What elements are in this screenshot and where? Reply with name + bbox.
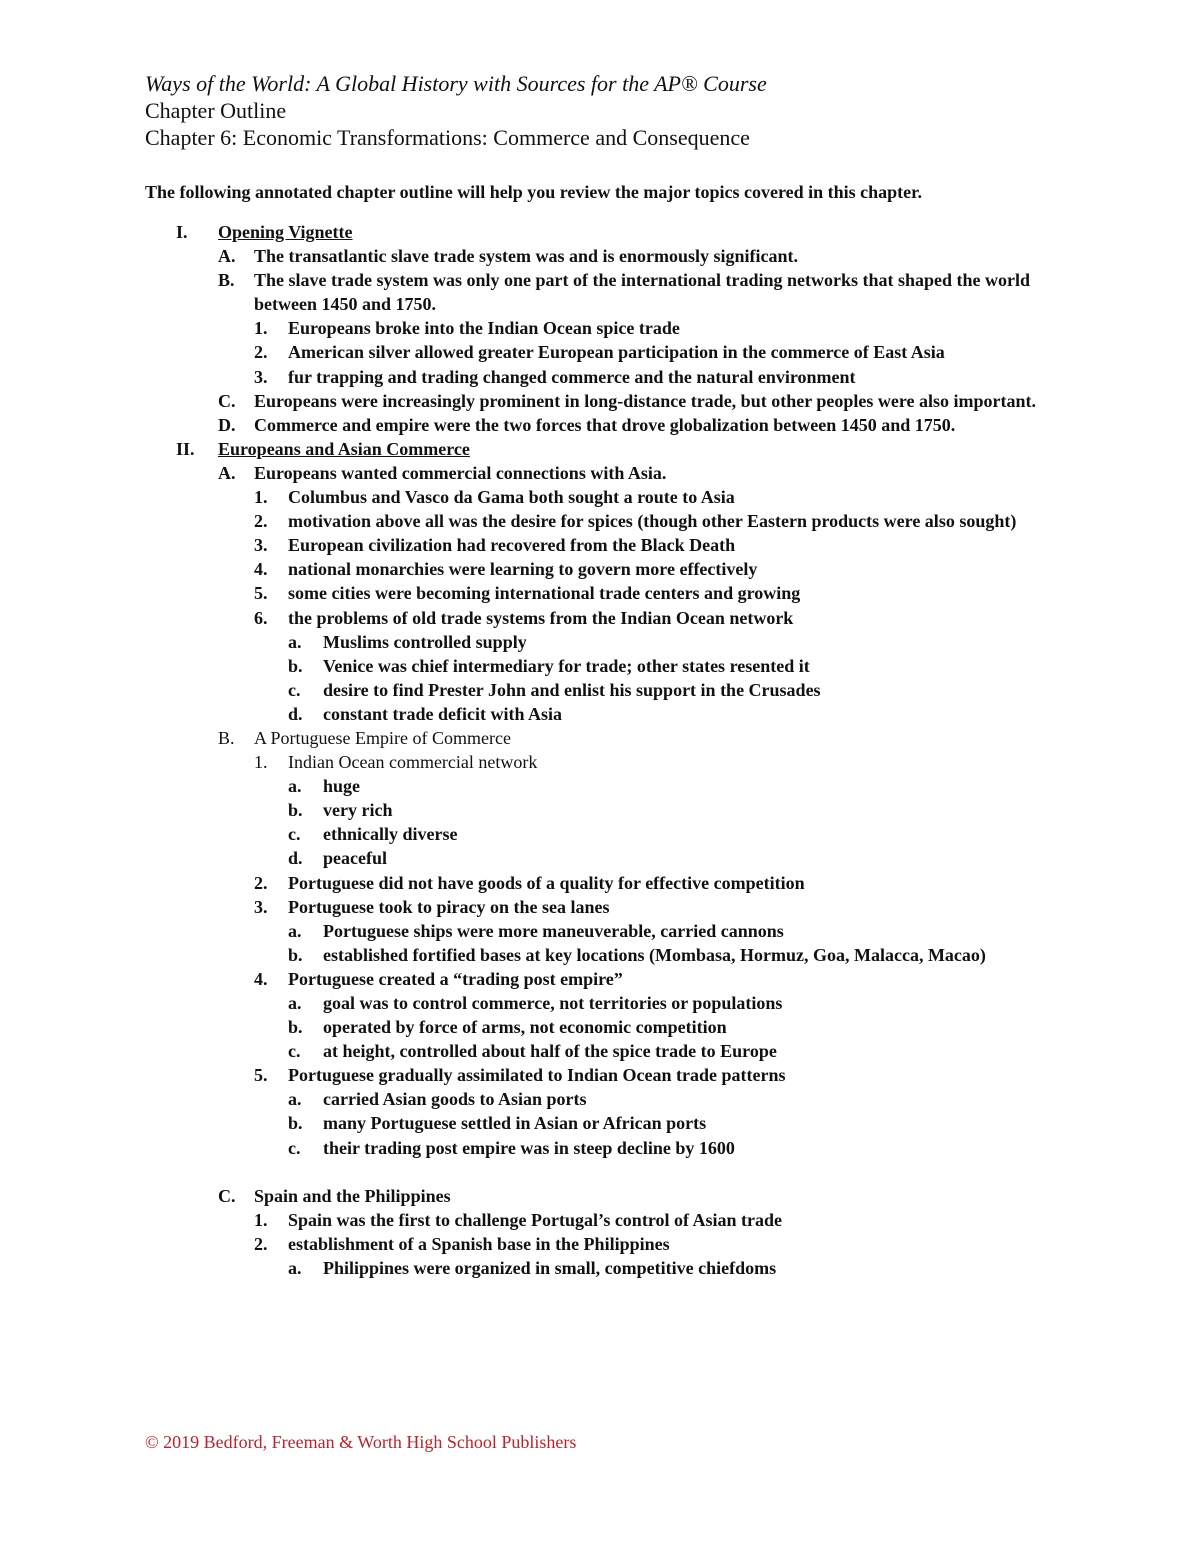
outline-item: [0, 1015, 1200, 1039]
outline-item: [0, 846, 1200, 870]
outline-item: [0, 557, 1200, 581]
outline-item: [0, 943, 1200, 967]
outline-marker: A.: [218, 462, 236, 483]
outline-marker: 5.: [254, 1065, 268, 1086]
outline-text: fur trapping and trading changed commerce and the natural environment: [288, 366, 856, 387]
outline-marker: d.: [288, 703, 303, 724]
outline-text: peaceful: [323, 848, 387, 869]
outline-item: [0, 581, 1200, 605]
outline-marker: B.: [218, 270, 235, 291]
outline-text: Philippines were organized in small, competitive chiefdoms: [323, 1257, 777, 1278]
outline-item: [0, 1111, 1200, 1135]
outline-item: [0, 1184, 1200, 1208]
outline-marker: B.: [218, 727, 235, 748]
outline-marker: 2.: [254, 872, 268, 893]
outline-text: The slave trade system was only one part of the international trading networks that shaped the world between 1450 and 1750.: [254, 270, 1030, 315]
outline-item: [0, 919, 1200, 943]
outline-item: [0, 750, 1200, 774]
outline-text: at height, controlled about half of the spice trade to Europe: [323, 1041, 777, 1062]
outline-text: carried Asian goods to Asian ports: [323, 1089, 587, 1110]
outline-item: [0, 630, 1200, 654]
outline-marker: b.: [288, 800, 303, 821]
outline-item: [0, 485, 1200, 509]
outline-item: [0, 774, 1200, 798]
outline-marker: d.: [288, 848, 303, 869]
outline-text: constant trade deficit with Asia: [323, 703, 562, 724]
outline-marker: D.: [218, 414, 236, 435]
outline-marker: A.: [218, 246, 236, 267]
chapter-outline: [0, 220, 1200, 1280]
outline-marker: 3.: [254, 535, 268, 556]
outline-item: [0, 365, 1200, 389]
outline-marker: 1.: [254, 318, 268, 339]
outline-text: Columbus and Vasco da Gama both sought a route to Asia: [288, 487, 735, 508]
outline-item: [0, 1256, 1200, 1280]
outline-marker: 2.: [254, 1233, 268, 1254]
outline-marker: 3.: [254, 366, 268, 387]
outline-item: [0, 340, 1200, 364]
outline-item: [0, 726, 1200, 750]
outline-marker: 4.: [254, 968, 268, 989]
outline-marker: II.: [176, 438, 195, 459]
outline-marker: 5.: [254, 583, 268, 604]
outline-marker: C.: [218, 390, 236, 411]
document-type: Chapter Outline: [145, 98, 287, 123]
outline-item: [0, 509, 1200, 533]
outline-marker: a.: [288, 1257, 302, 1278]
outline-marker: a.: [288, 776, 302, 797]
outline-marker: 1.: [254, 752, 268, 773]
outline-text: A Portuguese Empire of Commerce: [254, 727, 511, 748]
outline-marker: a.: [288, 631, 302, 652]
outline-text: European civilization had recovered from the Black Death: [288, 535, 736, 556]
outline-spacer: [0, 1160, 1200, 1184]
outline-marker: c.: [288, 824, 301, 845]
outline-text: Muslims controlled supply: [323, 631, 527, 652]
outline-item: [0, 389, 1200, 413]
outline-marker: a.: [288, 993, 302, 1013]
outline-text: Portuguese took to piracy on the sea lanes: [288, 896, 610, 917]
outline-text: Portuguese ships were more maneuverable, carried cannons: [323, 920, 784, 941]
outline-text: ethnically diverse: [323, 824, 458, 845]
outline-text: Europeans were increasingly prominent in long-distance trade, but other peoples were also important.: [254, 390, 1037, 411]
outline-item: [0, 895, 1200, 919]
outline-marker: 2.: [254, 342, 268, 363]
outline-text: motivation above all was the desire for spices (though other Eastern products were also sought): [288, 511, 1017, 532]
intro-text: The following annotated chapter outline will help you review the major topics covered in this chapter.: [145, 182, 922, 202]
outline-item: [0, 702, 1200, 726]
outline-text: The transatlantic slave trade system was and is enormously significant.: [254, 246, 798, 267]
outline-item: [0, 822, 1200, 846]
outline-item: [0, 244, 1200, 268]
outline-item: [0, 316, 1200, 340]
outline-marker: a.: [288, 920, 302, 941]
outline-item: [0, 1136, 1200, 1160]
outline-item: [0, 967, 1200, 991]
copyright-footer: © 2019 Bedford, Freeman & Worth High School Publishers: [145, 1432, 577, 1452]
outline-text: Europeans wanted commercial connections with Asia.: [254, 462, 667, 483]
outline-text: Indian Ocean commercial network: [288, 752, 538, 773]
outline-item: [0, 461, 1200, 485]
outline-item: [0, 268, 1200, 316]
outline-marker: c.: [288, 679, 301, 700]
outline-text: Commerce and empire were the two forces that drove globalization between 1450 and 1750.: [254, 414, 956, 435]
chapter-title: Chapter 6: Economic Transformations: Commerce and Consequence: [145, 125, 750, 150]
outline-marker: a.: [288, 1089, 302, 1110]
outline-item: [0, 654, 1200, 678]
outline-item: [0, 1208, 1200, 1232]
outline-text: their trading post empire was in steep decline by 1600: [323, 1137, 735, 1158]
outline-marker: b.: [288, 1113, 303, 1134]
outline-marker: 3.: [254, 896, 268, 917]
outline-text: huge: [323, 776, 361, 797]
outline-item: [0, 991, 1200, 1015]
outline-section-heading: [0, 220, 1200, 244]
outline-marker: b.: [288, 1017, 303, 1038]
outline-text: the problems of old trade systems from the Indian Ocean network: [288, 607, 794, 628]
outline-marker: 4.: [254, 559, 268, 580]
outline-text: Venice was chief intermediary for trade; other states resented it: [323, 655, 810, 676]
outline-text: Spain was the first to challenge Portugal’s control of Asian trade: [288, 1209, 782, 1230]
outline-text: American silver allowed greater European participation in the commerce of East Asia: [288, 342, 945, 363]
outline-text: very rich: [323, 800, 393, 821]
outline-marker: 2.: [254, 511, 268, 532]
outline-item: [0, 1039, 1200, 1063]
outline-marker: c.: [288, 1137, 301, 1158]
outline-text: Portuguese gradually assimilated to Indian Ocean trade patterns: [288, 1065, 786, 1086]
outline-marker: b.: [288, 655, 303, 676]
outline-text: Spain and the Philippines: [254, 1185, 451, 1206]
outline-marker: c.: [288, 1041, 301, 1062]
outline-text: Portuguese created a “trading post empire”: [288, 968, 623, 989]
outline-item: [0, 533, 1200, 557]
outline-item: [0, 1232, 1200, 1256]
outline-marker: 1.: [254, 1209, 268, 1230]
outline-text: Portuguese did not have goods of a quality for effective competition: [288, 872, 805, 893]
outline-item: [0, 413, 1200, 437]
outline-text: many Portuguese settled in Asian or African ports: [323, 1113, 707, 1134]
outline-marker: 1.: [254, 487, 268, 508]
outline-text: Europeans and Asian Commerce: [218, 438, 470, 459]
outline-text: establishment of a Spanish base in the Philippines: [288, 1233, 670, 1254]
outline-marker: C.: [218, 1185, 236, 1206]
outline-text: national monarchies were learning to govern more effectively: [288, 559, 758, 580]
outline-text: desire to find Prester John and enlist his support in the Crusades: [323, 679, 821, 700]
outline-text: goal was to control commerce, not territories or populations: [323, 993, 783, 1013]
outline-item: [0, 1087, 1200, 1111]
outline-text: some cities were becoming international trade centers and growing: [288, 583, 801, 604]
document-header: [145, 70, 767, 151]
outline-text: operated by force of arms, not economic competition: [323, 1017, 727, 1038]
outline-marker: b.: [288, 944, 303, 965]
outline-item: [0, 798, 1200, 822]
outline-marker: 6.: [254, 607, 268, 628]
outline-item: [0, 606, 1200, 630]
outline-section-heading: [0, 437, 1200, 461]
outline-marker: I.: [176, 222, 188, 242]
outline-text: Opening Vignette: [218, 222, 353, 242]
outline-text: Europeans broke into the Indian Ocean spice trade: [288, 318, 680, 339]
book-title: Ways of the World: A Global History with Sources for the AP® Course: [145, 71, 767, 96]
outline-text: established fortified bases at key locations (Mombasa, Hormuz, Goa, Malacca, Macao): [323, 944, 986, 965]
outline-item: [0, 871, 1200, 895]
outline-item: [0, 678, 1200, 702]
outline-item: [0, 1063, 1200, 1087]
